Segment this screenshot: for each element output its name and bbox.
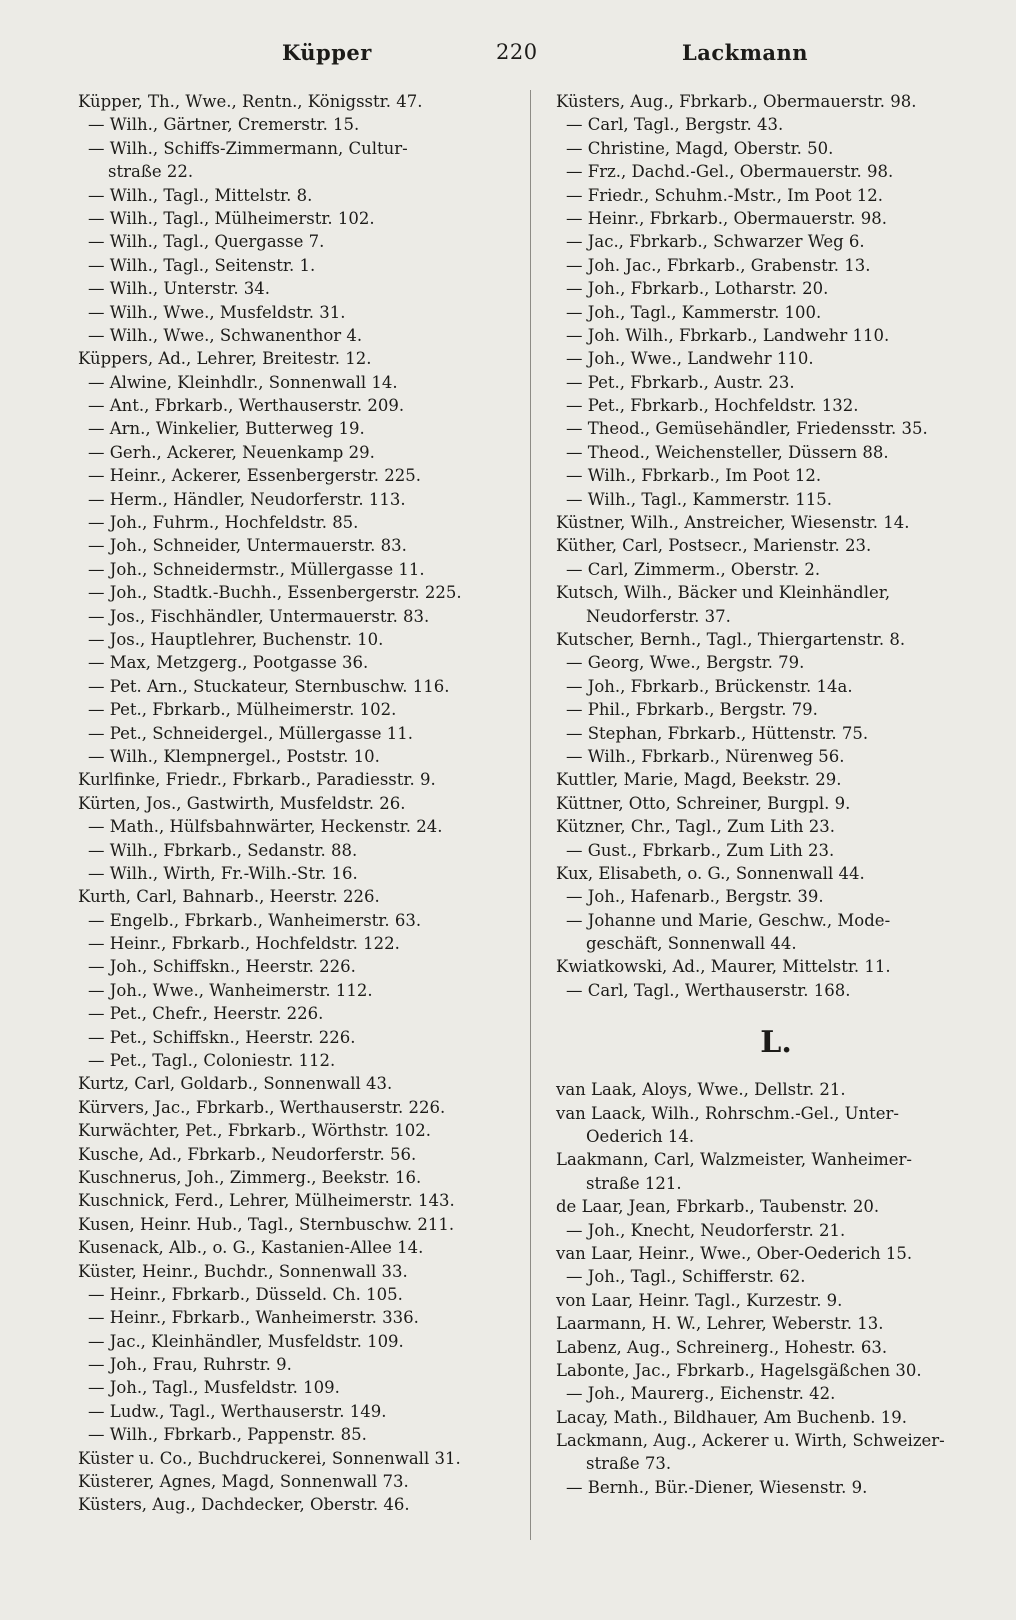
directory-entry: Kurlfinke, Friedr., Fbrkarb., Paradiesstr. 9. <box>78 770 436 790</box>
directory-entry: — Wilh., Wwe., Schwanenthor 4. <box>88 325 363 345</box>
directory-entry: — Pet., Fbrkarb., Mülheimerstr. 102. <box>88 700 397 720</box>
directory-entry: Küstner, Wilh., Anstreicher, Wiesenstr. 14. <box>556 513 910 533</box>
directory-entry: Küsters, Aug., Fbrkarb., Obermauerstr. 98. <box>556 92 917 111</box>
directory-entry-continuation: straße 22. <box>108 162 194 182</box>
directory-entry: — Joh., Tagl., Kammerstr. 100. <box>566 302 822 322</box>
directory-entry: — Carl, Zimmerm., Oberstr. 2. <box>566 559 821 579</box>
directory-entry: Kutsch, Wilh., Bäcker und Kleinhändler, <box>556 583 891 603</box>
directory-entry: — Bernh., Bür.-Diener, Wiesenstr. 9. <box>566 1477 868 1497</box>
directory-entry: — Wilh., Gärtner, Cremerstr. 15. <box>88 115 360 135</box>
directory-entry: — Joh., Frau, Ruhrstr. 9. <box>88 1355 292 1375</box>
directory-entry-continuation: straße 73. <box>586 1454 672 1474</box>
directory-entry: — Wilh., Tagl., Kammerstr. 115. <box>566 489 832 509</box>
directory-entry: van Laar, Heinr., Wwe., Ober-Oederich 15. <box>556 1243 913 1263</box>
directory-entry: de Laar, Jean, Fbrkarb., Taubenstr. 20. <box>556 1197 880 1217</box>
directory-entry: — Wilh., Tagl., Seitenstr. 1. <box>88 255 316 275</box>
directory-entry: Kusen, Heinr. Hub., Tagl., Sternbuschw. 211. <box>78 1214 455 1234</box>
left-column <box>78 90 523 1517</box>
directory-entry: — Wilh., Schiffs-Zimmermann, Cultur- <box>88 138 408 158</box>
directory-entry: — Wilh., Tagl., Mülheimerstr. 102. <box>88 208 375 228</box>
directory-entry: — Christine, Magd, Oberstr. 50. <box>566 138 834 158</box>
directory-entry: Laarmann, H. W., Lehrer, Weberstr. 13. <box>556 1314 884 1334</box>
directory-entry: Kurwächter, Pet., Fbrkarb., Wörthstr. 102. <box>78 1121 431 1141</box>
directory-entry: — Joh., Fuhrm., Hochfeldstr. 85. <box>88 513 359 533</box>
directory-entry-continuation: Neudorferstr. 37. <box>586 606 731 626</box>
directory-entry: — Pet., Chefr., Heerstr. 226. <box>88 1004 324 1024</box>
directory-entry: — Wilh., Fbrkarb., Nürenweg 56. <box>566 746 845 766</box>
directory-entry: Lacay, Math., Bildhauer, Am Buchenb. 19. <box>556 1407 907 1427</box>
directory-entry: Laakmann, Carl, Walzmeister, Wanheimer- <box>556 1150 912 1170</box>
directory-entry: — Johanne und Marie, Geschw., Mode- <box>566 910 891 930</box>
directory-entry: Küsters, Aug., Dachdecker, Oberstr. 46. <box>78 1495 410 1515</box>
directory-entry: Kusche, Ad., Fbrkarb., Neudorferstr. 56. <box>78 1144 417 1164</box>
directory-entry: — Theod., Gemüsehändler, Friedensstr. 35. <box>566 419 928 439</box>
directory-entry: — Wilh., Wwe., Musfeldstr. 31. <box>88 302 346 322</box>
directory-entry: Kützner, Chr., Tagl., Zum Lith 23. <box>556 817 836 837</box>
directory-entry: — Pet. Arn., Stuckateur, Sternbuschw. 116. <box>88 676 450 696</box>
directory-entry: Lackmann, Aug., Ackerer u. Wirth, Schweizer- <box>556 1431 945 1451</box>
directory-entry: — Joh., Hafenarb., Bergstr. 39. <box>566 887 824 907</box>
directory-entry: — Joh., Wwe., Wanheimerstr. 112. <box>88 980 373 1000</box>
directory-entry: — Joh., Tagl., Schifferstr. 62. <box>566 1267 806 1287</box>
directory-entry: Labenz, Aug., Schreinerg., Hohestr. 63. <box>556 1337 888 1357</box>
directory-entry: Kutscher, Bernh., Tagl., Thiergartenstr. 8. <box>556 629 906 649</box>
directory-entry: Labonte, Jac., Fbrkarb., Hagelsgäßchen 30. <box>556 1360 922 1380</box>
directory-entry: — Joh., Fbrkarb., Lotharstr. 20. <box>566 279 829 299</box>
directory-entry: Kux, Elisabeth, o. G., Sonnenwall 44. <box>556 863 865 883</box>
directory-entry: Kwiatkowski, Ad., Maurer, Mittelstr. 11. <box>556 957 891 977</box>
right-column <box>556 90 996 1499</box>
directory-entry: von Laar, Heinr. Tagl., Kurzestr. 9. <box>556 1290 843 1310</box>
directory-entry-continuation: geschäft, Sonnenwall 44. <box>586 934 797 954</box>
directory-entry: — Joh., Tagl., Musfeldstr. 109. <box>88 1378 340 1398</box>
directory-entry: — Wilh., Fbrkarb., Im Poot 12. <box>566 466 822 486</box>
directory-entry: van Laack, Wilh., Rohrschm.-Gel., Unter- <box>556 1103 899 1123</box>
directory-entry: — Wilh., Klempnergel., Poststr. 10. <box>88 746 380 766</box>
directory-entry: — Jos., Fischhändler, Untermauerstr. 83. <box>88 606 430 626</box>
directory-entry: — Theod., Weichensteller, Düssern 88. <box>566 442 889 462</box>
directory-entry: — Joh. Jac., Fbrkarb., Grabenstr. 13. <box>566 255 871 275</box>
directory-entry: — Joh., Schneidermstr., Müllergasse 11. <box>88 559 425 579</box>
directory-entry: Kürten, Jos., Gastwirth, Musfeldstr. 26. <box>78 793 406 813</box>
directory-entry: — Math., Hülfsbahnwärter, Heckenstr. 24. <box>88 817 443 837</box>
directory-entry: — Heinr., Ackerer, Essenbergerstr. 225. <box>88 466 421 486</box>
directory-entry: — Pet., Schneidergel., Müllergasse 11. <box>88 723 413 743</box>
directory-entry: — Alwine, Kleinhdlr., Sonnenwall 14. <box>88 372 398 392</box>
directory-entry: — Wilh., Wirth, Fr.-Wilh.-Str. 16. <box>88 863 358 883</box>
directory-entry-continuation: Oederich 14. <box>586 1127 695 1147</box>
right-column-l-entries <box>556 1078 996 1499</box>
directory-entry: — Gerh., Ackerer, Neuenkamp 29. <box>88 442 375 462</box>
directory-entry: — Herm., Händler, Neudorferstr. 113. <box>88 489 406 509</box>
directory-entry: — Carl, Tagl., Werthauserstr. 168. <box>566 980 851 1000</box>
directory-entry: Kuttler, Marie, Magd, Beekstr. 29. <box>556 770 842 790</box>
directory-entry: — Gust., Fbrkarb., Zum Lith 23. <box>566 840 835 860</box>
directory-entry: — Joh., Knecht, Neudorferstr. 21. <box>566 1220 846 1240</box>
header-left-keyword: Küpper <box>282 40 372 65</box>
directory-entry: — Pet., Fbrkarb., Hochfeldstr. 132. <box>566 396 859 416</box>
directory-entry: van Laak, Aloys, Wwe., Dellstr. 21. <box>556 1080 846 1100</box>
directory-entry: — Max, Metzgerg., Pootgasse 36. <box>88 653 369 673</box>
directory-entry: Kürvers, Jac., Fbrkarb., Werthauserstr. 226. <box>78 1097 446 1117</box>
directory-entry: — Jac., Kleinhändler, Musfeldstr. 109. <box>88 1331 404 1351</box>
directory-entry: — Carl, Tagl., Bergstr. 43. <box>566 115 784 135</box>
directory-entry: Küther, Carl, Postsecr., Marienstr. 23. <box>556 536 872 556</box>
header-right-keyword: Lackmann <box>682 40 809 65</box>
directory-entry: — Jac., Fbrkarb., Schwarzer Weg 6. <box>566 232 865 252</box>
directory-entry: Küttner, Otto, Schreiner, Burgpl. 9. <box>556 793 851 813</box>
directory-entry: — Stephan, Fbrkarb., Hüttenstr. 75. <box>566 723 869 743</box>
directory-entry: — Wilh., Tagl., Quergasse 7. <box>88 232 325 252</box>
directory-entry: — Pet., Schiffskn., Heerstr. 226. <box>88 1027 356 1047</box>
directory-entry: — Wilh., Tagl., Mittelstr. 8. <box>88 185 313 205</box>
directory-entry: — Arn., Winkelier, Butterweg 19. <box>88 419 365 439</box>
directory-entry: — Heinr., Fbrkarb., Hochfeldstr. 122. <box>88 934 400 954</box>
directory-entry: — Ant., Fbrkarb., Werthauserstr. 209. <box>88 396 405 416</box>
directory-entry: — Wilh., Fbrkarb., Pappenstr. 85. <box>88 1425 367 1445</box>
directory-entry: Küppers, Ad., Lehrer, Breitestr. 12. <box>78 349 372 369</box>
directory-entry: — Pet., Fbrkarb., Austr. 23. <box>566 372 795 392</box>
directory-entry: — Wilh., Unterstr. 34. <box>88 279 271 299</box>
directory-entry: — Phil., Fbrkarb., Bergstr. 79. <box>566 700 818 720</box>
directory-entry: — Ludw., Tagl., Werthauserstr. 149. <box>88 1401 387 1421</box>
directory-entry: — Georg, Wwe., Bergstr. 79. <box>566 653 805 673</box>
directory-entry: — Joh., Schneider, Untermauerstr. 83. <box>88 536 407 556</box>
section-letter-heading: L. <box>760 1025 792 1061</box>
directory-entry: Küsterer, Agnes, Magd, Sonnenwall 73. <box>78 1472 409 1492</box>
directory-entry: Kurth, Carl, Bahnarb., Heerstr. 226. <box>78 887 380 907</box>
column-divider <box>530 90 531 1540</box>
directory-entry: — Engelb., Fbrkarb., Wanheimerstr. 63. <box>88 910 422 930</box>
page-number: 220 <box>496 40 538 64</box>
directory-entry-continuation: straße 121. <box>586 1173 682 1193</box>
directory-entry: — Joh., Fbrkarb., Brückenstr. 14a. <box>566 676 853 696</box>
directory-entry: — Joh. Wilh., Fbrkarb., Landwehr 110. <box>566 325 890 345</box>
directory-entry: — Heinr., Fbrkarb., Wanheimerstr. 336. <box>88 1308 419 1328</box>
directory-entry: — Jos., Hauptlehrer, Buchenstr. 10. <box>88 629 384 649</box>
directory-entry: — Joh., Schiffskn., Heerstr. 226. <box>88 957 356 977</box>
directory-entry: — Heinr., Fbrkarb., Obermauerstr. 98. <box>566 208 887 228</box>
directory-entry: — Pet., Tagl., Coloniestr. 112. <box>88 1051 336 1071</box>
directory-entry: — Wilh., Fbrkarb., Sedanstr. 88. <box>88 840 358 860</box>
directory-entry: Küster u. Co., Buchdruckerei, Sonnenwall 31. <box>78 1448 461 1468</box>
directory-entry: — Joh., Maurerg., Eichenstr. 42. <box>566 1384 836 1404</box>
directory-entry: Kuschnick, Ferd., Lehrer, Mülheimerstr. 143. <box>78 1191 455 1211</box>
directory-entry: — Joh., Wwe., Landwehr 110. <box>566 349 814 369</box>
page-header <box>0 40 1016 76</box>
right-column-k-entries <box>556 90 996 1002</box>
directory-entry: — Frz., Dachd.-Gel., Obermauerstr. 98. <box>566 162 894 182</box>
directory-entry: Kuschnerus, Joh., Zimmerg., Beekstr. 16. <box>78 1167 422 1187</box>
directory-entry: — Joh., Stadtk.-Buchh., Essenbergerstr. 225. <box>88 583 462 603</box>
directory-entry: — Friedr., Schuhm.-Mstr., Im Poot 12. <box>566 185 884 205</box>
directory-entry: Kurtz, Carl, Goldarb., Sonnenwall 43. <box>78 1074 393 1094</box>
directory-entry: Küster, Heinr., Buchdr., Sonnenwall 33. <box>78 1261 408 1281</box>
directory-entry: — Heinr., Fbrkarb., Düsseld. Ch. 105. <box>88 1284 403 1304</box>
directory-entry: Kusenack, Alb., o. G., Kastanien-Allee 14. <box>78 1238 424 1258</box>
directory-entry: Küpper, Th., Wwe., Rentn., Königsstr. 47. <box>78 92 423 111</box>
